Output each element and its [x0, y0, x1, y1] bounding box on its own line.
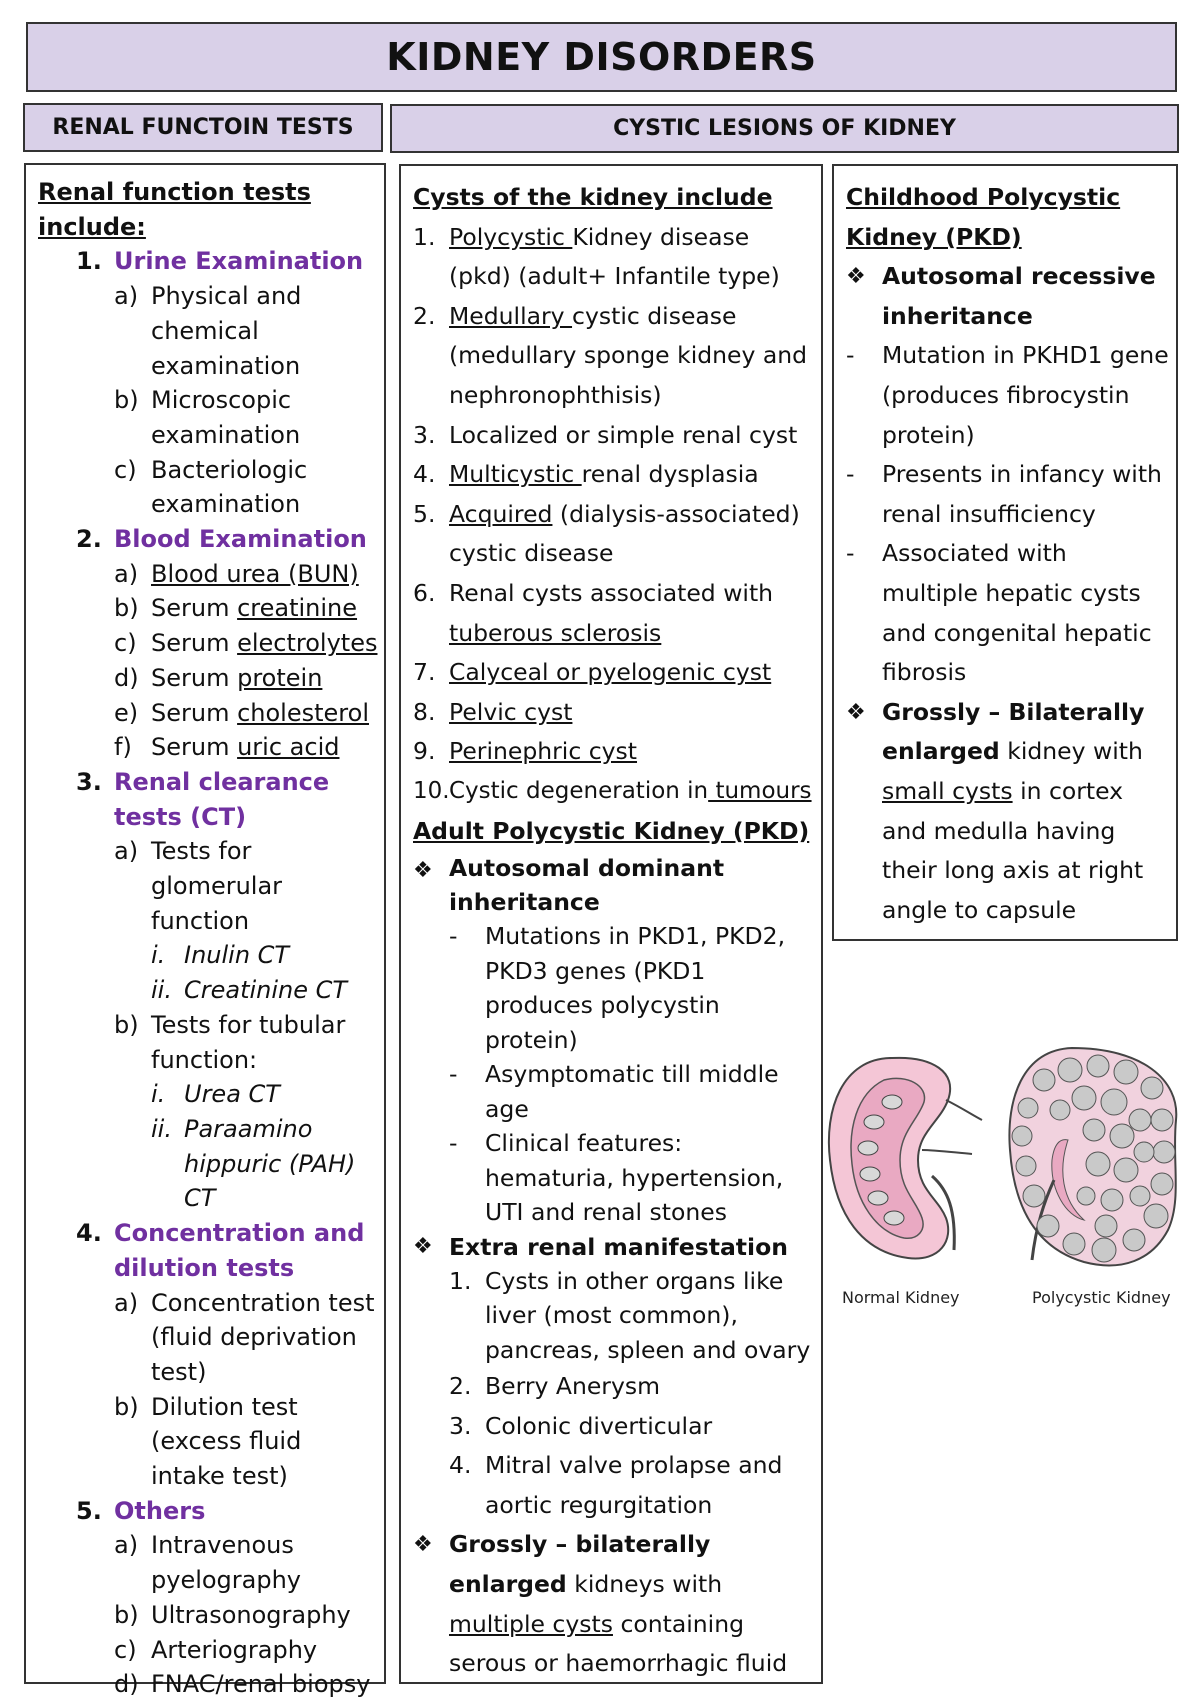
list-item: i. Inulin CT: [151, 941, 290, 970]
renal-tests-header-label: RENAL FUNCTOIN TESTS: [52, 115, 354, 140]
bullet-item: ❖ Grossly – Bilaterally enlarged kidney with small cysts in cortex and medulla having their long axis at right angle to capsule: [846, 693, 1170, 931]
renal-tests-header: [23, 103, 383, 152]
list-item: 1. Cysts in other organs like liver (most common), pancreas, spleen and ovary: [449, 1266, 811, 1364]
list-item: - Clinical features: hematuria, hypertension, UTI and renal stones: [449, 1129, 784, 1227]
section-clearance: 3. Renal clearance tests (CT): [38, 765, 380, 834]
diamond-bullet-icon: ❖: [846, 699, 866, 725]
list-item: a) Physical and chemical examination: [114, 282, 302, 380]
section-title: Others: [114, 1496, 206, 1525]
page-title: KIDNEY DISORDERS: [386, 35, 817, 79]
list-item: - Presents in infancy with renal insufficiency: [846, 460, 1162, 528]
section-title: Urine Examination: [114, 247, 364, 276]
cysts-heading: Cysts of the kidney include: [413, 183, 773, 211]
list-item: ii. Creatinine CT: [151, 976, 348, 1005]
list-item: b) Serum creatinine: [114, 594, 358, 623]
list-item: 1. Polycystic Kidney disease (pkd) (adult+ Infantile type): [413, 222, 780, 291]
list-item: 4. Multicystic renal dysplasia: [413, 460, 759, 489]
section-title: Concentration and dilution tests: [114, 1219, 365, 1282]
list-item: b) Dilution test (excess fluid intake test): [114, 1392, 302, 1491]
list-item: 7. Calyceal or pyelogenic cyst: [413, 658, 772, 687]
list-item: 9. Perinephric cyst: [413, 737, 638, 766]
title-banner: [26, 22, 1177, 92]
list-item: c) Arteriography: [114, 1635, 318, 1664]
cystic-lesions-header: [390, 104, 1179, 153]
list-item: e) Serum cholesterol: [114, 698, 369, 727]
section-others: 5. Others: [38, 1494, 380, 1529]
bullet-item: ❖ Autosomal dominant inheritance: [413, 851, 815, 919]
normal-kidney-caption: Normal Kidney: [842, 1288, 960, 1307]
adult-pkd-heading: Adult Polycystic Kidney (PKD): [413, 816, 810, 845]
list-item: a) Concentration test (fluid deprivation test): [114, 1288, 375, 1386]
cysts-panel: [399, 164, 823, 1684]
normal-kidney-image: [829, 1058, 982, 1259]
list-item: 3. Localized or simple renal cyst: [413, 420, 798, 449]
bullet-item: ❖ Extra renal manifestation: [413, 1230, 815, 1264]
diamond-bullet-icon: ❖: [413, 858, 433, 884]
section-concentration: 4. Concentration and dilution tests: [38, 1216, 380, 1285]
list-item: d) Serum protein: [114, 663, 323, 692]
kidney-illustration: [822, 1040, 1188, 1310]
section-title: Renal clearance tests (CT): [114, 767, 330, 831]
section-blood: 2. Blood Examination: [38, 522, 380, 557]
list-item: 2. Berry Anerysm: [449, 1372, 660, 1401]
section-urine: 1. Urine Examination: [38, 244, 380, 279]
polycystic-kidney-image: [1009, 1048, 1176, 1265]
list-item: 5. Acquired (dialysis-associated) cystic disease: [413, 499, 800, 568]
list-item: - Mutation in PKHD1 gene (produces fibrocystin protein): [846, 341, 1169, 449]
list-item: c) Bacteriologic examination: [114, 455, 308, 519]
list-item: 3. Colonic diverticular: [449, 1411, 713, 1440]
list-item: a) Tests for glomerular function: [114, 837, 283, 935]
diamond-bullet-icon: ❖: [413, 1532, 433, 1558]
list-item: a) Blood urea (BUN): [114, 559, 359, 588]
section-title: Blood Examination: [114, 525, 367, 554]
bullet-item: ❖ Autosomal recessive inheritance: [846, 257, 1170, 336]
list-item: b) Ultrasonography: [114, 1600, 351, 1629]
list-item: 8. Pelvic cyst: [413, 697, 573, 726]
list-item: d) FNAC/renal biopsy: [114, 1670, 371, 1699]
list-item: a) Intravenous pyelography: [114, 1531, 302, 1595]
list-item: 10. Cystic degeneration in tumours: [413, 777, 812, 804]
polycystic-kidney-caption: Polycystic Kidney: [1032, 1288, 1171, 1307]
diamond-bullet-icon: ❖: [846, 264, 866, 290]
list-item: - Associated with multiple hepatic cysts and congenital hepatic fibrosis: [846, 539, 1152, 687]
cystic-lesions-header-label: CYSTIC LESIONS OF KIDNEY: [613, 116, 956, 141]
diamond-bullet-icon: ❖: [413, 1233, 433, 1259]
list-item: ii. Paraamino hippuric (PAH) CT: [151, 1114, 356, 1213]
list-item: c) Serum electrolytes: [114, 629, 378, 658]
list-item: 2. Medullary cystic disease (medullary sponge kidney and nephronophthisis): [413, 301, 808, 409]
list-item: i. Urea CT: [151, 1080, 280, 1109]
list-item: - Mutations in PKD1, PKD2, PKD3 genes (PKD1 produces polycystin protein): [449, 922, 786, 1054]
list-item: - Asymptomatic till middle age: [449, 1060, 779, 1123]
bullet-item: ❖ Grossly – bilaterally enlarged kidneys with multiple cysts containing serous or haemorrhagic fluid: [413, 1525, 815, 1683]
list-item: 4. Mitral valve prolapse and aortic regurgitation: [449, 1451, 783, 1519]
list-item: b) Tests for tubular function:: [114, 1010, 346, 1074]
renal-tests-panel: [24, 163, 386, 1699]
list-item: 6. Renal cysts associated with tuberous sclerosis: [413, 578, 774, 647]
list-item: f) Serum uric acid: [114, 733, 340, 762]
list-item: b) Microscopic examination: [114, 386, 301, 449]
childhood-pkd-panel: [832, 164, 1178, 941]
renal-tests-heading: Renal function tests include:: [38, 178, 311, 241]
childhood-pkd-heading: Childhood Polycystic Kidney (PKD): [846, 183, 1121, 251]
kidney-drawing: [822, 1040, 1188, 1280]
